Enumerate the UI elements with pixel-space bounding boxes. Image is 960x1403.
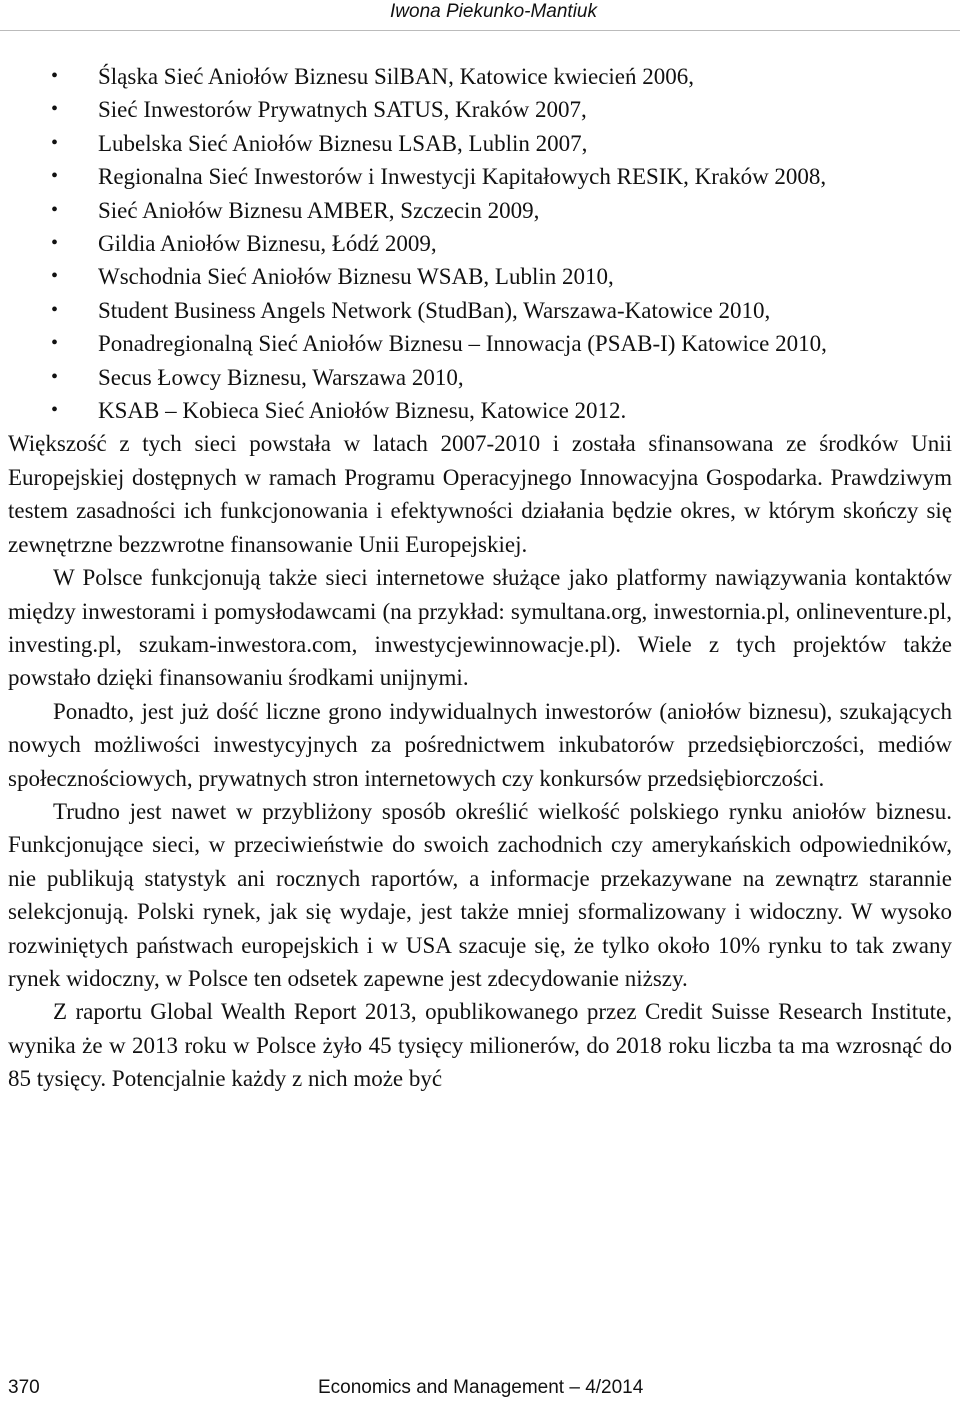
- bullet-icon: •: [51, 232, 59, 255]
- list-item: • Wschodnia Sieć Aniołów Biznesu WSAB, Lublin 2010,: [8, 260, 952, 293]
- body-paragraph: Większość z tych sieci powstała w latach 2007-2010 i została sfinansowana ze środków Unii Europejskiej dostępnych w ramach Programu Operacyjnego Innowacyjna Gospodarka. Prawdziwym testem zasadności ich funkcjonowania i efektywności działania będzie okres, w którym skończy się zewnętrzne bezzwrotne finansowanie Unii Europejskiej.: [8, 431, 952, 557]
- list-item: • Regionalna Sieć Inwestorów i Inwestycji Kapitałowych RESIK, Kraków 2008,: [8, 160, 952, 193]
- list-item: • Lubelska Sieć Aniołów Biznesu LSAB, Lublin 2007,: [8, 127, 952, 160]
- list-item: • Ponadregionalną Sieć Aniołów Biznesu – Innowacja (PSAB-I) Katowice 2010,: [8, 327, 952, 360]
- body-paragraph: Z raportu Global Wealth Report 2013, opublikowanego przez Credit Suisse Research Institute, wynika że w 2013 roku w Polsce żyło 45 tysięcy milionerów, do 2018 roku liczba ta ma wzrosnąć do 85 tysięcy. Potencjalnie każdy z nich może być: [8, 999, 952, 1092]
- running-header-author: Iwona Piekunko-Mantiuk: [390, 1, 597, 22]
- list-item: • Student Business Angels Network (StudBan), Warszawa-Katowice 2010,: [8, 294, 952, 327]
- list-item: • Gildia Aniołów Biznesu, Łódź 2009,: [8, 227, 952, 260]
- bullet-icon: •: [51, 131, 59, 154]
- page-body: [8, 60, 952, 1096]
- list-item: • Sieć Aniołów Biznesu AMBER, Szczecin 2009,: [8, 194, 952, 227]
- bullet-icon: •: [51, 65, 59, 87]
- bullet-icon: •: [51, 332, 59, 355]
- list-item: • KSAB – Kobieca Sieć Aniołów Biznesu, Katowice 2012.: [8, 394, 952, 427]
- bullet-icon: •: [51, 198, 59, 221]
- angel-network-list: [8, 60, 952, 427]
- page-number: 370: [8, 1377, 40, 1398]
- page-footer: [0, 1377, 960, 1403]
- body-paragraph: W Polsce funkcjonują także sieci internetowe służące jako platformy nawiązywania kontaktów między inwestorami i pomysłodawcami (na przykład: symultana.org, inwestornia.pl, onlineventure.pl, investing.pl, szukam-inwestora.com, inwestycjewinnowacje.pl). Wiele z tych projektów także powstało dzięki finansowaniu środkami unijnymi.: [8, 565, 952, 691]
- bullet-icon: •: [51, 298, 59, 321]
- bullet-icon: •: [51, 265, 59, 288]
- bullet-icon: •: [51, 399, 59, 422]
- body-paragraph: Ponadto, jest już dość liczne grono indywidualnych inwestorów (aniołów biznesu), szukających nowych możliwości inwestycyjnych za pośrednictwem inkubatorów przedsiębiorczości, mediów społecznościowych, prywatnych stron internetowych czy konkursów przedsiębiorczości.: [8, 698, 952, 791]
- bullet-icon: •: [51, 165, 59, 188]
- bullet-icon: •: [51, 365, 59, 388]
- bullet-icon: •: [51, 98, 59, 121]
- list-item: • Secus Łowcy Biznesu, Warszawa 2010,: [8, 361, 952, 394]
- header-divider: [0, 30, 960, 31]
- list-item: • Sieć Inwestorów Prywatnych SATUS, Kraków 2007,: [8, 93, 952, 126]
- journal-citation: Economics and Management – 4/2014: [318, 1377, 644, 1398]
- list-item: • Śląska Sieć Aniołów Biznesu SilBAN, Katowice kwiecień 2006,: [8, 60, 952, 93]
- body-paragraph: Trudno jest nawet w przybliżony sposób określić wielkość polskiego rynku aniołów biznesu. Funkcjonujące sieci, w przeciwieństwie do swoich zachodnich czy amerykańskich odpowiedników, nie publikują statystyk ani rocznych raportów, a informacje przekazywane na zewnątrz starannie selekcjonują. Polski rynek, jak się wydaje, jest także mniej sformalizowany i widoczny. W wysoko rozwiniętych państwach europejskich i w USA szacuje się, że tylko około 10% rynku to tak zwany rynek widoczny, w Polsce ten odsetek zapewne jest zdecydowanie niższy.: [8, 798, 952, 991]
